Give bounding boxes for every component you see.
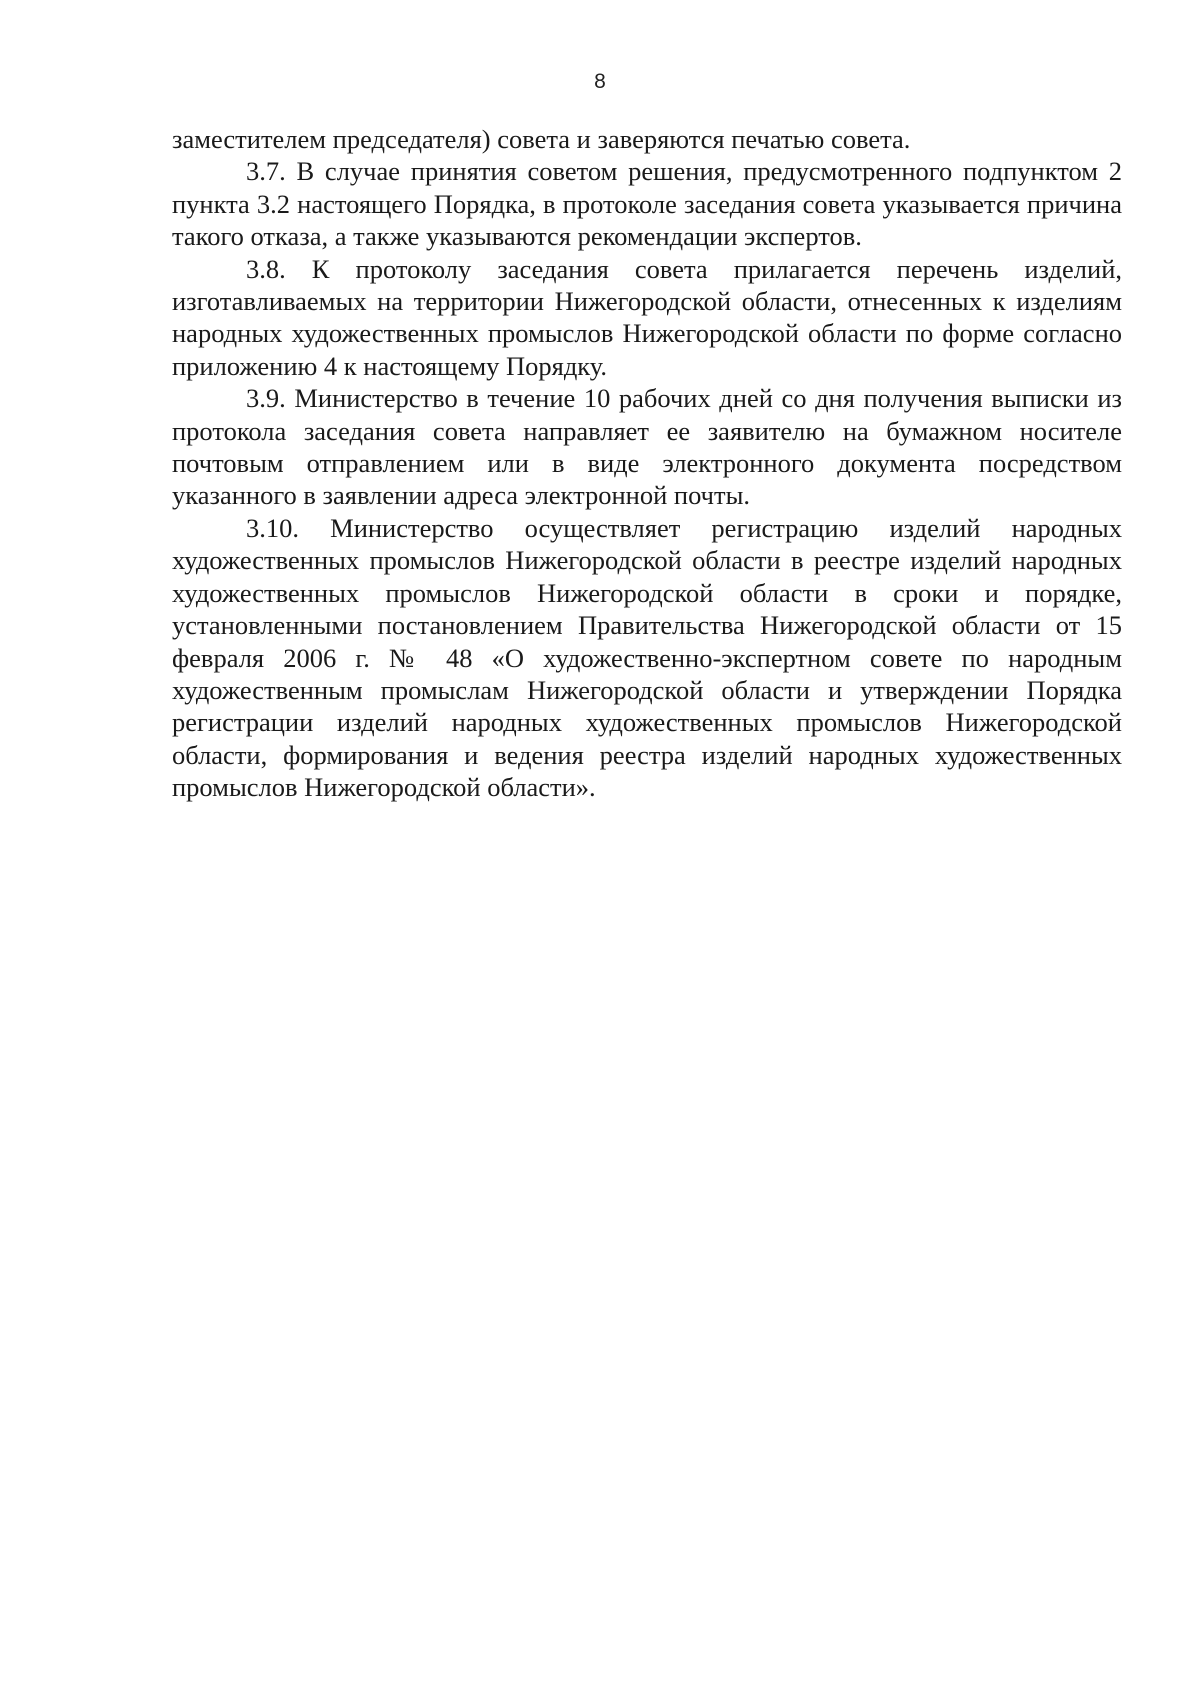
document-body [172, 123, 1122, 804]
paragraph-3-10: 3.10. Министерство осуществляет регистрацию изделий народных художественных промыслов Нижегородской области в реестре изделий народных художественных промыслов Нижегородской области в сроки и порядке, установленными постановлением Правительства Нижегородской области от 15 февраля 2006 г. № 48 «О художественно-экспертном совете по народным художественным промыслам Нижегородской области и утверждении Порядка регистрации изделий народных художественных промыслов Нижегородской области, формирования и ведения реестра изделий народных художественных промыслов Нижегородской области». [172, 512, 1122, 803]
paragraph-3-8: 3.8. К протоколу заседания совета прилагается перечень изделий, изготавливаемых на территории Нижегородской области, отнесенных к изделиям народных художественных промыслов Нижегородской области по форме согласно приложению 4 к настоящему Порядку. [172, 253, 1122, 381]
page-number: 8 [594, 70, 606, 93]
paragraph-3-7: 3.7. В случае принятия советом решения, предусмотренного подпунктом 2 пункта 3.2 настоящего Порядка, в протоколе заседания совета указывается причина такого отказа, а также указываются рекомендации экспертов. [172, 156, 1122, 252]
paragraph-3-9: 3.9. Министерство в течение 10 рабочих дней со дня получения выписки из протокола заседания совета направляет ее заявителю на бумажном носителе почтовым отправлением или в виде электронного документа посредством указанного в заявлении адреса электронной почты. [172, 383, 1122, 511]
paragraph-continuation: заместителем председателя) совета и заверяются печатью совета. [172, 124, 911, 154]
